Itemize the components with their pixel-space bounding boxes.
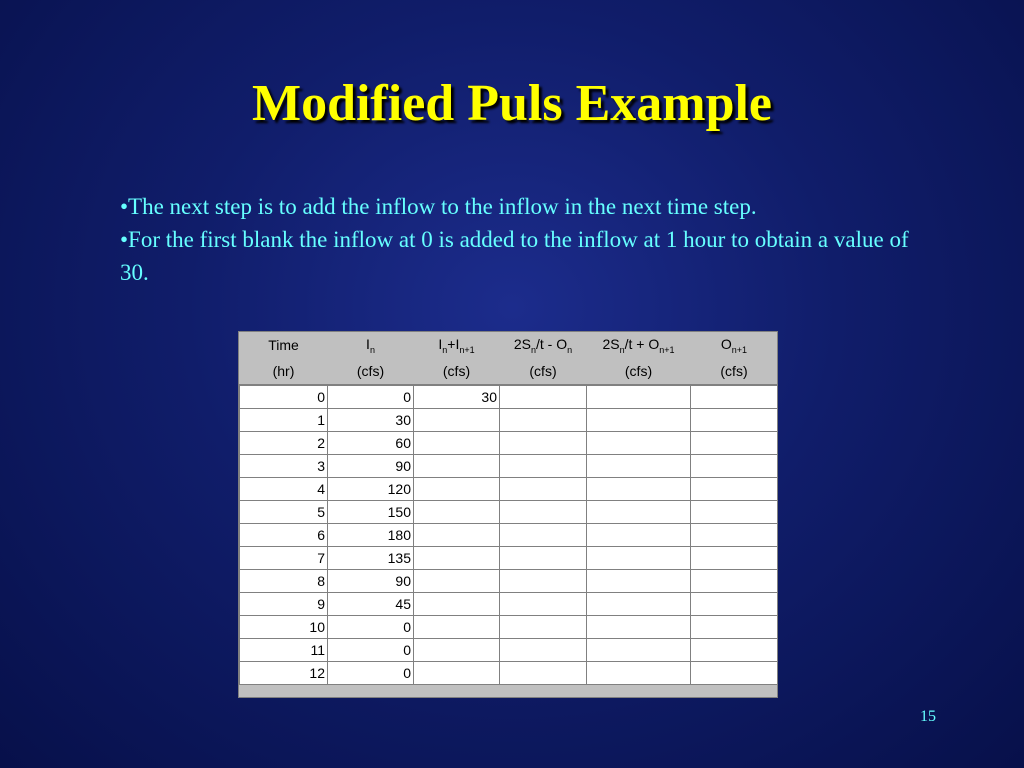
unit-label: (cfs) xyxy=(529,363,557,379)
unit-label: (hr) xyxy=(272,363,295,379)
bullet-item: •The next step is to add the inflow to the inflow in the next time step. xyxy=(120,194,757,219)
table-cell xyxy=(691,385,778,409)
table-row xyxy=(240,570,778,593)
table-cell: 10 xyxy=(240,616,328,639)
table-cell xyxy=(691,524,778,547)
table-row xyxy=(240,662,778,685)
unit-label: (cfs) xyxy=(720,363,748,379)
table-cell xyxy=(691,547,778,570)
table-cell xyxy=(414,570,500,593)
table-cell: 90 xyxy=(328,570,414,593)
table-cell xyxy=(500,432,587,455)
table-row xyxy=(240,409,778,432)
table-cell: 12 xyxy=(240,662,328,685)
table-cell xyxy=(587,409,691,432)
table-cell: 180 xyxy=(328,524,414,547)
table-cell: 60 xyxy=(328,432,414,455)
table-cell xyxy=(587,432,691,455)
table-cell: 9 xyxy=(240,593,328,616)
table-cell xyxy=(414,432,500,455)
table-row xyxy=(240,501,778,524)
table-cell xyxy=(691,616,778,639)
table-cell: 0 xyxy=(328,639,414,662)
table-row xyxy=(240,639,778,662)
table-cell xyxy=(587,662,691,685)
header-inflow-sum: $I_n+I_{n+1}$ xyxy=(438,335,475,355)
routing-table-container xyxy=(238,331,778,698)
table-body xyxy=(240,385,778,685)
bullet-item: •For the first blank the inflow at 0 is added to the inflow at 1 hour to obtain a value of 30. xyxy=(120,227,909,285)
table-cell xyxy=(500,639,587,662)
table-cell: 11 xyxy=(240,639,328,662)
table-cell xyxy=(587,570,691,593)
header-outflow: $O_{n+1}$ xyxy=(720,335,748,355)
table-cell xyxy=(691,455,778,478)
table-cell xyxy=(414,478,500,501)
table-cell xyxy=(587,547,691,570)
table-cell xyxy=(691,478,778,501)
table-cell xyxy=(587,478,691,501)
table-cell xyxy=(414,662,500,685)
unit-label: (cfs) xyxy=(442,363,471,379)
table-cell xyxy=(691,432,778,455)
table-cell: 0 xyxy=(328,616,414,639)
table-cell xyxy=(691,501,778,524)
table-row xyxy=(240,432,778,455)
table-cell xyxy=(500,662,587,685)
table-cell xyxy=(587,524,691,547)
table-cell: 30 xyxy=(328,409,414,432)
table-row xyxy=(240,616,778,639)
table-row xyxy=(240,524,778,547)
table-cell xyxy=(414,547,500,570)
bullet-list xyxy=(120,190,920,289)
table-cell: 0 xyxy=(328,662,414,685)
table-cell xyxy=(500,501,587,524)
table-cell xyxy=(500,524,587,547)
table-cell xyxy=(414,524,500,547)
table-cell xyxy=(500,547,587,570)
header-row xyxy=(240,332,778,358)
units-row xyxy=(240,358,778,385)
table-cell: 7 xyxy=(240,547,328,570)
routing-table xyxy=(239,332,778,685)
table-cell xyxy=(587,501,691,524)
page-number: 15 xyxy=(920,708,936,725)
table-cell xyxy=(691,639,778,662)
table-cell xyxy=(691,409,778,432)
header-storage-plus: $2S_n/t + O_{n+1}$ xyxy=(602,335,675,355)
table-cell: 135 xyxy=(328,547,414,570)
table-cell xyxy=(587,616,691,639)
table-row xyxy=(240,593,778,616)
table-cell xyxy=(691,593,778,616)
table-row xyxy=(240,478,778,501)
table-cell: 30 xyxy=(414,385,500,409)
table-cell xyxy=(587,593,691,616)
table-cell: 0 xyxy=(240,385,328,409)
table-cell: 5 xyxy=(240,501,328,524)
table-cell xyxy=(500,593,587,616)
slide-title: Modified Puls Example xyxy=(251,75,773,132)
table-cell xyxy=(414,593,500,616)
table-cell: 2 xyxy=(240,432,328,455)
table-cell xyxy=(414,409,500,432)
table-cell xyxy=(691,570,778,593)
table-row xyxy=(240,455,778,478)
table-cell: 3 xyxy=(240,455,328,478)
table-row xyxy=(240,547,778,570)
table-cell xyxy=(500,455,587,478)
table-cell: 4 xyxy=(240,478,328,501)
table-cell: 8 xyxy=(240,570,328,593)
table-cell: 90 xyxy=(328,455,414,478)
table-cell: 1 xyxy=(240,409,328,432)
unit-label: (cfs) xyxy=(624,363,653,379)
table-cell xyxy=(500,570,587,593)
table-cell xyxy=(414,639,500,662)
header-storage-minus: $2S_n/t - O_n$ xyxy=(513,335,573,355)
table-cell: 0 xyxy=(328,385,414,409)
table-cell xyxy=(414,455,500,478)
table-row xyxy=(240,385,778,409)
table-cell: 150 xyxy=(328,501,414,524)
table-cell xyxy=(500,409,587,432)
table-cell: 45 xyxy=(328,593,414,616)
table-cell xyxy=(414,501,500,524)
table-cell xyxy=(587,455,691,478)
table-cell xyxy=(500,478,587,501)
table-cell xyxy=(691,662,778,685)
table-cell: 120 xyxy=(328,478,414,501)
table-cell xyxy=(500,385,587,409)
table-cell xyxy=(414,616,500,639)
table-cell xyxy=(500,616,587,639)
table-cell xyxy=(587,639,691,662)
unit-label: (cfs) xyxy=(356,363,385,379)
table-cell xyxy=(587,385,691,409)
table-cell: 6 xyxy=(240,524,328,547)
header-inflow: $I_n$ xyxy=(366,335,375,355)
header-time: Time xyxy=(268,337,299,353)
